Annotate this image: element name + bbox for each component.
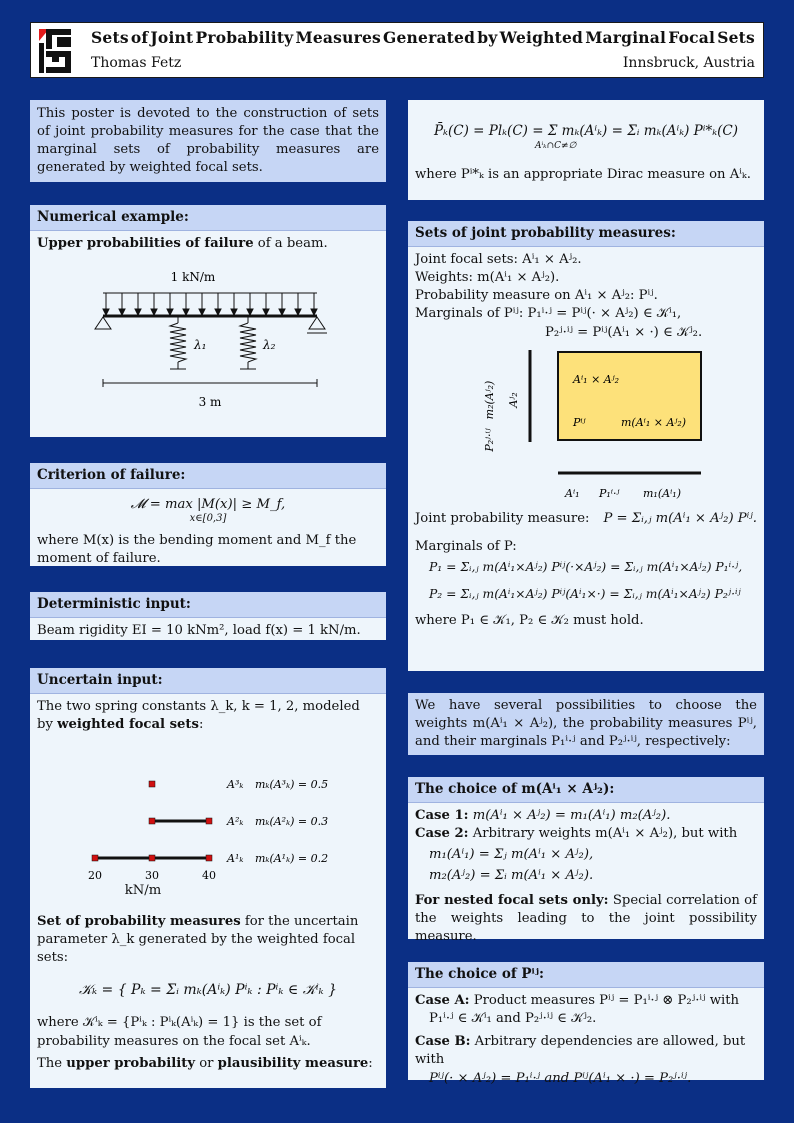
joint-line-4: Marginals of Pⁱʲ: P₁ⁱ·ʲ = Pⁱʲ(· × Aʲ₂) ∈ 𝒦ⁱ₁, <box>415 306 682 322</box>
upper-probability-text: The upper probability or plausibility measure: <box>37 1055 373 1071</box>
choice-p-box <box>408 962 764 1086</box>
possibilities-text: We have several possibilities to choose the weights m(Aⁱ₁ × Aʲ₂), the probability measures Pⁱʲ, and their marginals P₁ⁱ·ʲ and P₂ʲ·ⁱʲ, respectively: <box>415 698 757 750</box>
marginals-hold: where P₁ ∈ 𝒦₁, P₂ ∈ 𝒦₂ must hold. <box>415 613 644 629</box>
author-location: Innsbruck, Austria <box>622 55 755 71</box>
poster-title: Sets of Joint Probability Measures Generated by Weighted Marginal Focal Sets <box>91 28 755 47</box>
joint-focal-set-diagram <box>415 342 755 502</box>
tick-40: 40 <box>202 869 216 883</box>
set-of-measures-text: Set of probability measures for the uncertain parameter λ_k generated by the weighted focal sets: <box>37 913 359 965</box>
joint-measures-title: Sets of joint probability measures: <box>408 221 764 247</box>
focal-set-2 <box>149 815 328 828</box>
plausibility-box <box>408 100 764 200</box>
case-a-b: P₁ⁱ·ʲ ∈ 𝒦ⁱ₁ and P₂ʲ·ⁱʲ ∈ 𝒦ʲ₂. <box>429 1010 597 1026</box>
joint-line-2: Weights: m(Aⁱ₁ × Aʲ₂). <box>415 269 560 285</box>
plausibility-sum-sub: Aⁱₖ∩C≠∅ <box>535 140 577 151</box>
numerical-example-title: Numerical example: <box>30 205 386 231</box>
uncertain-text: The two spring constants λ_k, k = 1, 2, modeled by weighted focal sets: <box>37 698 360 732</box>
spring-2 <box>240 317 256 369</box>
tick-30: 30 <box>145 869 159 883</box>
svg-text:mₖ(A³ₖ) = 0.5: mₖ(A³ₖ) = 0.5 <box>255 778 329 792</box>
possibilities-box <box>408 693 764 755</box>
uncertain-title: Uncertain input: <box>30 668 386 694</box>
case-2: Case 2: Arbitrary weights m(Aⁱ₁ × Aʲ₂), but with <box>415 825 738 841</box>
intro-text: This poster is devoted to the construction of sets of joint probability measures for the case that the marginal sets of probability measures are generated by weighted focal sets. <box>30 100 386 182</box>
numerical-example-box <box>30 205 386 437</box>
jpm-row: Joint probability measure: P = Σᵢ,ⱼ m(Aⁱ₁ × Aʲ₂) Pⁱʲ. <box>415 510 757 526</box>
nested-note: For nested focal sets only: Special correlation of the weights leading to the joint possibility measure. <box>415 892 757 944</box>
vert-label-m2: m₂(Aʲ₂) <box>483 380 496 420</box>
length-label: 3 m <box>198 394 222 409</box>
deterministic-box <box>30 592 386 640</box>
svg-text:A³ₖ: A³ₖ <box>227 778 244 792</box>
load-arrows <box>103 293 317 315</box>
criterion-formula: 𝓜 = max |M(x)| ≥ M_f, <box>130 496 286 512</box>
horiz-label-p1: P₁ⁱ·ʲ <box>599 486 620 500</box>
svg-text:mₖ(A¹ₖ) = 0.2: mₖ(A¹ₖ) = 0.2 <box>255 852 329 866</box>
case-1: Case 1: m(Aⁱ₁ × Aʲ₂) = m₁(Aⁱ₁) m₂(Aʲ₂). <box>415 807 671 823</box>
joint-line-1: Joint focal sets: Aⁱ₁ × Aʲ₂. <box>415 251 582 267</box>
case-b-b: Pⁱʲ(· × Aʲ₂) = P₁ⁱ·ʲ and Pⁱʲ(Aⁱ₁ × ·) = P₂ʲ·ⁱʲ. <box>429 1070 692 1086</box>
load-label: 1 kN/m <box>170 269 216 284</box>
case-2-a: m₁(Aⁱ₁) = Σⱼ m(Aⁱ₁ × Aʲ₂), <box>429 847 594 863</box>
poster-header <box>30 22 764 78</box>
beam-diagram <box>37 253 377 423</box>
numerical-subtitle-rest: of a beam. <box>257 235 328 251</box>
rect-label-set: Aⁱ₁ × Aʲ₂ <box>573 372 620 386</box>
logo-bar-left <box>39 43 44 73</box>
deterministic-text: Beam rigidity EI = 10 kNm², load f(x) = 1 kN/m. <box>37 622 361 638</box>
case-a: Case A: Product measures Pⁱʲ = P₁ⁱ·ʲ ⊗ P₂ʲ·ⁱʲ with <box>415 992 740 1008</box>
vert-label-a2: Aʲ₂ <box>507 392 520 408</box>
marginal-p1: P₁ = Σᵢ,ⱼ m(Aⁱ₁×Aʲ₂) Pⁱʲ(·×Aʲ₂) = Σᵢ,ⱼ m(Aⁱ₁×Aʲ₂) P₁ⁱ·ʲ, <box>429 560 743 575</box>
numerical-subtitle-bold: Upper probabilities of failure <box>37 235 254 251</box>
criterion-text: where M(x) is the bending moment and M_f the moment of failure. <box>37 532 357 566</box>
horiz-label-m1: m₁(Aⁱ₁) <box>643 486 681 500</box>
author-name: Thomas Fetz <box>91 55 182 71</box>
joint-measures-box <box>408 221 764 671</box>
joint-line-5: P₂ʲ·ⁱʲ = Pⁱʲ(Aⁱ₁ × ·) ∈ 𝒦ʲ₂. <box>545 324 703 340</box>
focal-set-1 <box>92 852 328 865</box>
spring-1 <box>170 317 186 369</box>
plausibility-text: where Pⁱ*ₖ is an appropriate Dirac measure on Aⁱₖ. <box>415 167 751 183</box>
marginals-label: Marginals of P: <box>415 539 517 555</box>
set-where-text: where 𝒦ⁱₖ = {Pⁱₖ : Pⁱₖ(Aⁱₖ) = 1} is the set of probability measures on the focal set Aⁱₖ. <box>37 1015 322 1049</box>
focal-set-3 <box>149 778 328 791</box>
university-logo <box>37 27 73 75</box>
support-left <box>95 317 111 329</box>
criterion-box <box>30 463 386 566</box>
focal-sets-diagram <box>37 734 377 882</box>
horiz-label-a1: Aⁱ₁ <box>565 486 580 500</box>
plausibility-formula: P̄ₖ(C) = Plₖ(C) = Σ mₖ(Aⁱₖ) = Σᵢ mₖ(Aⁱₖ) Pⁱ*ₖ(C) <box>433 123 739 139</box>
deterministic-title: Deterministic input: <box>30 592 386 618</box>
vert-label-p2: P₂ʲ·ⁱʲ <box>483 428 496 452</box>
marginal-p2: P₂ = Σᵢ,ⱼ m(Aⁱ₁×Aʲ₂) Pⁱʲ(Aⁱ₁×·) = Σᵢ,ⱼ m(Aⁱ₁×Aʲ₂) P₂ʲ·ⁱʲ <box>429 587 741 602</box>
spring-1-label: λ₁ <box>194 337 207 352</box>
svg-text:mₖ(A²ₖ) = 0.3: mₖ(A²ₖ) = 0.3 <box>255 815 329 829</box>
choice-p-title: The choice of Pⁱʲ: <box>408 962 764 988</box>
set-formula: 𝒦ₖ = { Pₖ = Σᵢ mₖ(Aⁱₖ) Pⁱₖ : Pⁱₖ ∈ 𝒦ⁱₖ } <box>78 982 338 999</box>
axis-unit: kN/m <box>124 883 162 899</box>
svg-text:A¹ₖ: A¹ₖ <box>227 852 244 866</box>
rect-label-p: Pⁱʲ <box>573 415 586 429</box>
choice-m-title: The choice of m(Aⁱ₁ × Aʲ₂): <box>408 777 764 803</box>
numerical-example-body <box>30 231 386 433</box>
support-right <box>309 317 325 329</box>
case-2-b: m₂(Aʲ₂) = Σᵢ m(Aⁱ₁ × Aʲ₂). <box>429 868 594 884</box>
svg-text:A²ₖ: A²ₖ <box>227 815 244 829</box>
joint-line-3: Probability measure on Aⁱ₁ × Aʲ₂: Pⁱʲ. <box>415 288 658 304</box>
criterion-formula-sub: x∈[0,3] <box>189 512 227 524</box>
criterion-title: Criterion of failure: <box>30 463 386 489</box>
rect-label-m: m(Aⁱ₁ × Aʲ₂) <box>621 415 687 429</box>
spring-2-label: λ₂ <box>263 337 276 352</box>
intro-box <box>30 100 386 177</box>
logo-shape-bottom <box>46 51 71 73</box>
case-b: Case B: Arbitrary dependencies are allowed, but with <box>415 1034 746 1068</box>
logo-shape-mid <box>57 37 71 47</box>
uncertain-box <box>30 668 386 1088</box>
choice-m-box <box>408 777 764 944</box>
tick-20: 20 <box>88 869 102 883</box>
